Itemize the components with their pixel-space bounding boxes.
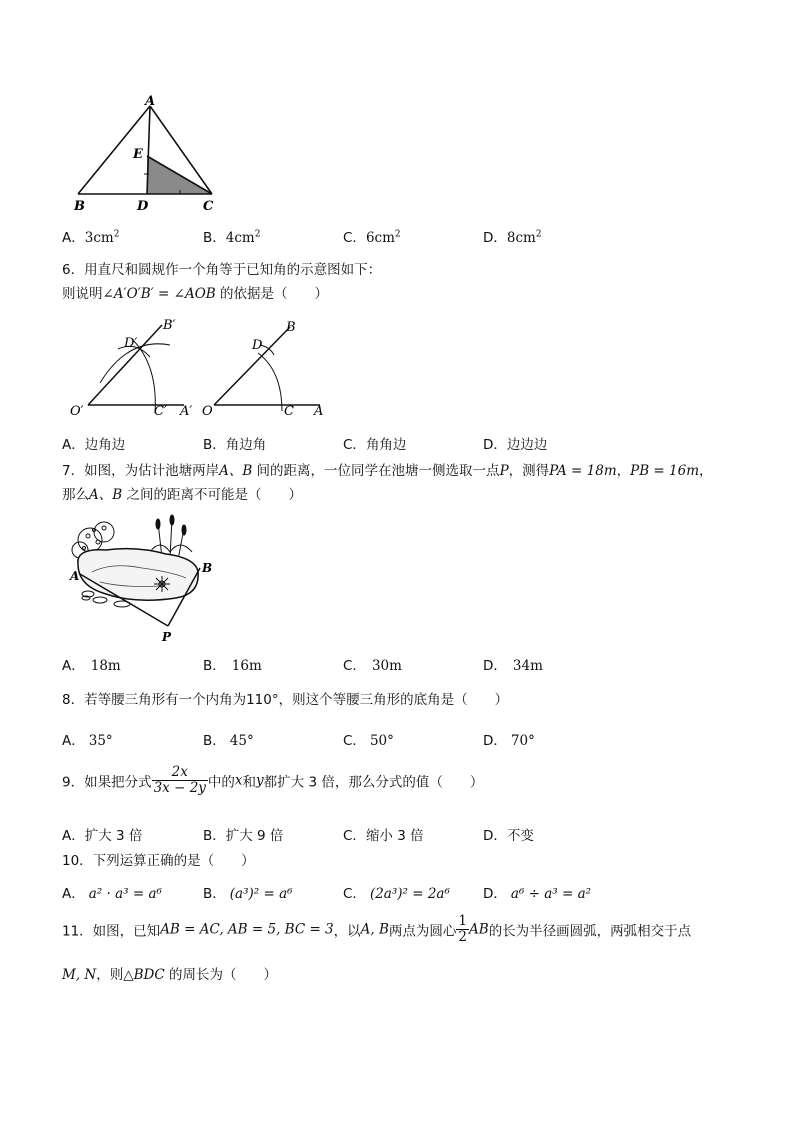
option-value: 边角边: [84, 437, 126, 453]
q6-option-d[interactable]: [483, 433, 547, 453]
q9-var-y: y: [256, 772, 264, 789]
option-letter: D．: [483, 658, 507, 674]
q9-option-c[interactable]: [343, 824, 424, 844]
option-sup: 2: [394, 229, 401, 240]
q7-math-pa: PA = 18m: [549, 463, 617, 479]
q7-stem-line2: [62, 483, 302, 503]
option-letter: C．: [343, 733, 366, 749]
option-value: 4cm: [225, 230, 255, 246]
label-D: D: [137, 199, 149, 214]
q6-option-b[interactable]: [203, 433, 266, 453]
option-letter: A．: [62, 230, 85, 246]
q11-line2-mid: ，则: [96, 967, 124, 983]
q5-triangle-figure: [70, 94, 230, 214]
option-letter: D．: [483, 437, 507, 453]
option-value: 45°: [229, 733, 254, 749]
option-letter: A．: [62, 733, 85, 749]
option-value: 6cm: [365, 230, 395, 246]
q7-text-c: ，测得: [508, 463, 550, 479]
option-letter: A．: [62, 886, 85, 902]
option-letter: B．: [203, 658, 226, 674]
option-value: 30m: [371, 658, 402, 674]
label-C: C: [284, 404, 294, 419]
label-A: A: [70, 569, 80, 583]
label-C: C: [203, 199, 214, 214]
option-value: a⁶ ÷ a³ = a²: [510, 886, 592, 902]
q9-stem-mid1: 中的: [207, 774, 235, 791]
q7-option-b[interactable]: [203, 654, 262, 674]
label-B-prime: B′: [163, 318, 176, 333]
q7-text-e: ，: [699, 463, 713, 479]
q7-option-a[interactable]: [62, 654, 121, 674]
q5-option-c[interactable]: [343, 226, 401, 246]
label-E: E: [133, 147, 143, 162]
label-A: A: [314, 404, 324, 419]
option-letter: B．: [203, 733, 226, 749]
option-value: 边边边: [506, 437, 548, 453]
q10-option-a[interactable]: [62, 882, 162, 902]
option-value: 不变: [506, 828, 534, 844]
q9-stem-prefix: 9．如果把分式: [62, 774, 152, 791]
option-letter: B．: [203, 886, 226, 902]
q6-stem-line1: 6．用直尺和圆规作一个角等于已知角的示意图如下：: [62, 262, 382, 278]
option-letter: B．: [203, 230, 226, 246]
q5-option-b[interactable]: [203, 226, 260, 246]
q11-stem-mid2: 两点为圆心: [388, 923, 457, 940]
option-value: 34m: [512, 658, 543, 674]
q9-stem: [62, 765, 483, 796]
label-B: B: [74, 199, 85, 214]
q9-frac-numerator: 2x: [152, 765, 208, 781]
option-value: 18m: [90, 658, 121, 674]
q10-stem: 10．下列运算正确的是（ ）: [62, 853, 255, 869]
q6-option-c[interactable]: [343, 433, 406, 453]
q7-math-ab: A、B: [219, 463, 253, 479]
option-letter: D．: [483, 886, 507, 902]
q11-math-1: AB = AC, AB = 5, BC = 3: [160, 921, 334, 938]
option-letter: D．: [483, 230, 507, 246]
q11-math-3: AB: [469, 921, 489, 938]
q8-option-c[interactable]: [343, 729, 394, 749]
option-letter: C．: [343, 437, 366, 453]
label-D-prime: D′: [124, 336, 138, 351]
option-sup: 2: [254, 229, 261, 240]
option-sup: 2: [113, 229, 120, 240]
option-value: 缩小 3 倍: [365, 828, 424, 844]
q8-option-d[interactable]: [483, 729, 535, 749]
label-B: B: [202, 561, 213, 575]
option-value: (2a³)² = 2a⁶: [369, 886, 450, 902]
option-letter: C．: [343, 828, 366, 844]
q6-stem-line2: [62, 282, 328, 302]
q10-option-c[interactable]: [343, 882, 450, 902]
option-letter: D．: [483, 828, 507, 844]
q11-line2-suffix: 的周长为（ ）: [164, 967, 277, 983]
label-O: O: [202, 404, 213, 419]
q6-construction-figure-1: [66, 315, 196, 423]
label-A: A: [145, 94, 156, 109]
q11-stem-mid: ，以: [333, 923, 361, 940]
label-D: D: [252, 338, 263, 353]
option-value: 角边角: [225, 437, 267, 453]
q7-math-ab2: A、B: [89, 487, 123, 503]
q9-stem-mid2: 和: [242, 774, 257, 791]
q11-line2-math: M, N: [62, 967, 97, 983]
q11-line2-triangle: △BDC: [123, 967, 165, 983]
option-letter: B．: [203, 828, 226, 844]
pond-outline: [78, 549, 198, 601]
q11-stem-line1: [62, 914, 691, 945]
q11-frac-numerator: 1: [458, 913, 468, 929]
q6-option-a[interactable]: [62, 433, 125, 453]
q9-option-d[interactable]: [483, 824, 534, 844]
option-value: (a³)² = a⁶: [229, 886, 293, 902]
q6-stem-suffix: 的依据是（ ）: [215, 286, 328, 302]
option-letter: C．: [343, 886, 366, 902]
q6-stem-prefix: 则说明: [62, 286, 103, 302]
q7-math-pb: PB = 16m: [630, 463, 700, 479]
option-value: 35°: [88, 733, 113, 749]
q5-option-d[interactable]: [483, 226, 542, 246]
q9-option-b[interactable]: [203, 824, 283, 844]
q7-option-d[interactable]: [483, 654, 543, 674]
q7-text-g: 之间的距离不可能是（ ）: [122, 487, 302, 503]
option-value: 3cm: [84, 230, 114, 246]
q5-option-a[interactable]: [62, 226, 119, 246]
option-value: 50°: [369, 733, 394, 749]
flower-icon: [154, 576, 170, 592]
q7-text-d: ，: [616, 463, 631, 479]
q11-math-2: A, B: [360, 921, 389, 938]
option-value: 8cm: [506, 230, 536, 246]
option-value: 扩大 9 倍: [225, 828, 284, 844]
q11-stem-suffix: 的长为半径画圆弧，两弧相交于点: [488, 923, 692, 940]
q9-frac-denominator: 3x − 2y: [153, 779, 206, 796]
q6-stem-math: ∠A′O′B′ = ∠AOB: [102, 286, 216, 302]
q9-option-a[interactable]: [62, 824, 142, 844]
q7-pond-figure: [66, 512, 216, 648]
label-B: B: [286, 320, 296, 335]
option-sup: 2: [535, 229, 542, 240]
option-letter: A．: [62, 658, 85, 674]
q9-stem-suffix: 都扩大 3 倍，那么分式的值（ ）: [263, 774, 484, 791]
q10-option-d[interactable]: [483, 882, 591, 902]
q9-var-x: x: [234, 772, 243, 789]
label-P: P: [162, 630, 172, 644]
option-letter: D．: [483, 733, 507, 749]
option-value: 扩大 3 倍: [84, 828, 143, 844]
option-value: 70°: [510, 733, 535, 749]
q10-option-b[interactable]: [203, 882, 293, 902]
option-value: 16m: [231, 658, 262, 674]
q8-option-a[interactable]: [62, 729, 113, 749]
option-value: 角角边: [365, 437, 407, 453]
q11-stem-prefix: 11．如图，已知: [62, 923, 161, 940]
q7-option-c[interactable]: [343, 654, 402, 674]
label-O-prime: O′: [70, 404, 84, 419]
option-value: a² · a³ = a⁶: [88, 886, 162, 902]
option-letter: B．: [203, 437, 226, 453]
q11-stem-line2: [62, 963, 277, 983]
option-letter: C．: [343, 230, 366, 246]
option-letter: C．: [343, 658, 366, 674]
q8-option-b[interactable]: [203, 729, 254, 749]
option-letter: A．: [62, 828, 85, 844]
option-letter: A．: [62, 437, 85, 453]
label-C-prime: C′: [154, 404, 167, 419]
q7-math-p: P: [499, 463, 509, 479]
q7-stem-line1: [62, 459, 713, 479]
q11-frac-denominator: 2: [458, 928, 468, 945]
q7-text-f: 那么: [62, 487, 89, 503]
q7-text-a: 7．如图，为估计池塘两岸: [62, 463, 220, 479]
q6-construction-figure-2: [200, 315, 330, 423]
label-A-prime: A′: [180, 404, 193, 419]
q9-fraction: [152, 765, 208, 796]
q11-fraction: [456, 914, 469, 945]
q8-stem: 8．若等腰三角形有一个内角为110°，则这个等腰三角形的底角是（ ）: [62, 692, 509, 708]
q7-text-b: 间的距离，一位同学在池塘一侧选取一点: [252, 463, 500, 479]
